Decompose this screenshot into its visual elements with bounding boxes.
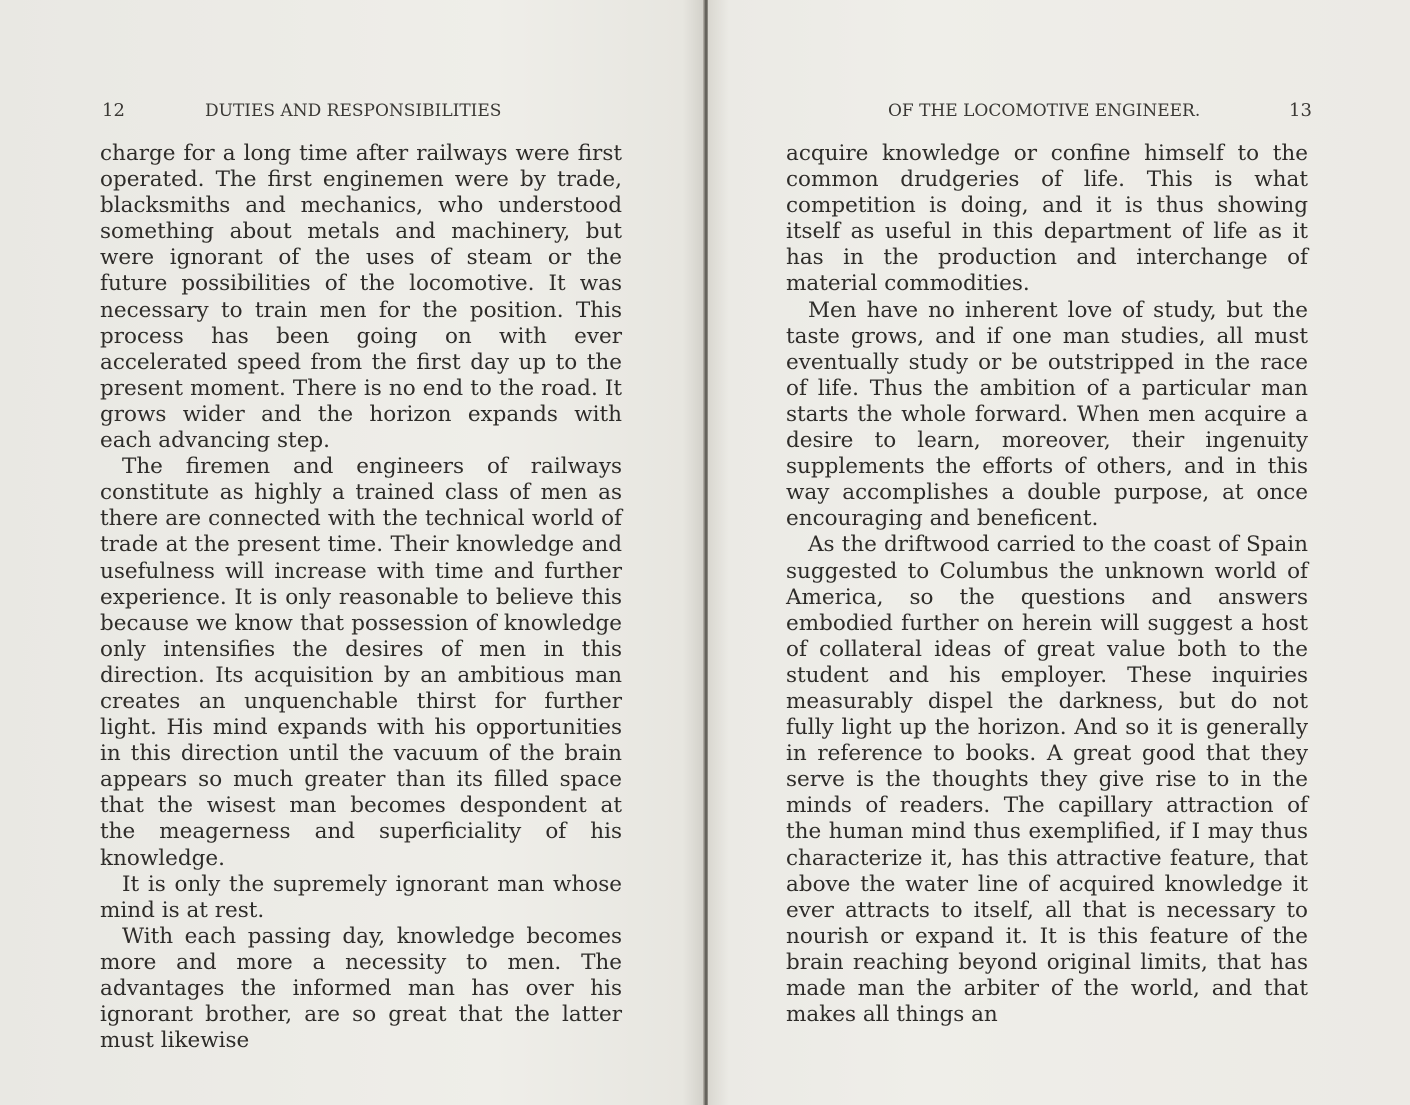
right-page-body — [786, 141, 1308, 1028]
right-page — [708, 0, 1410, 1105]
left-page — [0, 0, 704, 1105]
paragraph: Men have no inherent love of study, but the taste grows, and if one man studies, all must eventually study or be outstripped in the race of life. Thus the ambition of a particular man starts the whole forward. When men acquire a desire to learn, moreover, their ingenuity supplements the efforts of others, and in this way accomplishes a double purpose, at once encouraging and beneficent. — [786, 297, 1308, 532]
left-page-number: 12 — [102, 100, 125, 121]
right-page-number: 13 — [1289, 100, 1312, 121]
paragraph: The firemen and engineers of railways constitute as highly a trained class of men as there are connected with the technical world of trade at the present time. Their knowledge and usefulness will increase with time and further experience. It is only reasonable to believe this because we know that possession of knowledge only intensifies the desires of men in this direction. Its acquisition by an ambitious man creates an unquenchable thirst for further light. His mind expands with his opportunities in this direction until the vacuum of the brain appears so much greater than its filled space that the wisest man becomes despondent at the meagerness and superficiality of his knowledge. — [100, 454, 622, 871]
left-running-head: DUTIES AND RESPONSIBILITIES — [205, 101, 502, 121]
left-page-body — [100, 141, 622, 1054]
paragraph: With each passing day, knowledge becomes more and more a necessity to men. The advantages the informed man has over his ignorant brother, are so great that the latter must likewise — [100, 923, 622, 1054]
paragraph: charge for a long time after railways were first operated. The first enginemen were by trade, blacksmiths and mechanics, who understood something about metals and machinery, but were ignorant of the uses of steam or the future possibilities of the locomotive. It was necessary to train men for the position. This process has been going on with ever accelerated speed from the first day up to the present moment. There is no end to the road. It grows wider and the horizon expands with each advancing step. — [100, 141, 622, 454]
paragraph: acquire knowledge or confine himself to the common drudgeries of life. This is what competition is doing, and it is thus showing itself as useful in this department of life as it has in the production and interchange of material commodities. — [786, 141, 1308, 297]
right-running-head: OF THE LOCOMOTIVE ENGINEER. — [888, 101, 1201, 121]
paragraph: It is only the supremely ignorant man whose mind is at rest. — [100, 871, 622, 923]
paragraph: As the driftwood carried to the coast of Spain suggested to Columbus the unknown world of America, so the questions and answers embodied further on herein will suggest a host of collateral ideas of great value both to the student and his employer. These inquiries measurably dispel the darkness, but do not fully light up the horizon. And so it is generally in reference to books. A great good that they serve is the thoughts they give rise to in the minds of readers. The capillary attraction of the human mind thus exemplified, if I may thus characterize it, has this attractive feature, that above the water line of acquired knowledge it ever attracts to itself, all that is necessary to nourish or expand it. It is this feature of the brain reaching beyond original limits, that has made man the arbiter of the world, and that makes all things an — [786, 532, 1308, 1028]
